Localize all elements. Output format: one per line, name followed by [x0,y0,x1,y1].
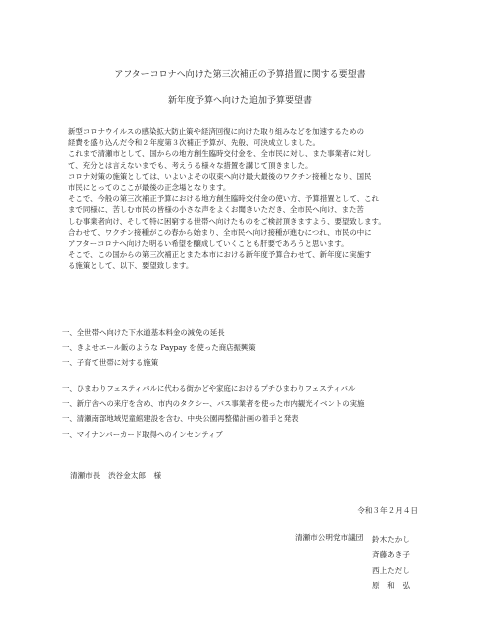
list-item: 一、子育て世帯に対する施策 [62,358,159,368]
body-line: コロナ対策の施策としては、いよいよその収束へ向け最大最後のワクチン接種となり、国民 [68,171,372,181]
signer-list [372,532,410,593]
body-line: 経費を盛り込んだ令和２年度第３次補正予算が、先般、可決成立しました。 [68,138,320,148]
body-line: これまで清瀬市として、国からの地方創生臨時交付金を、全市民に対し、また事業者に対し [68,149,372,159]
request-list-2 [62,381,422,442]
sender-organization: 清瀬市公明党市議団 [295,533,364,542]
body-line: る施策として、以下、要望致します。 [68,261,194,271]
document-date: 令和３年２月４日 [357,506,418,515]
body-line: 新型コロナウイルスの感染拡大防止策や経済回復に向けた取り組みなどを加速するための [68,127,364,136]
list-item: 一、全世帯へ向けた下水道基本料金の減免の延長 [62,328,225,337]
list-item: 一、清瀬南部地域児童館建設を含む、中央公園再整備計画の着手と発表 [62,414,299,424]
list-item: 一、きよせエール飯のような Paypay を使った商店振興策 [62,343,256,353]
request-list-1 [62,325,422,371]
document-title: アフターコロナへ向けた第三次補正の予算措置に関する要望書 [114,70,366,80]
body-line: 市民にとってのここが最後の正念場となります。 [68,182,231,192]
list-item: 一、マイナンバーカード取得へのインセンティブ [62,429,223,439]
signer-name: 鈴木たかし [372,535,410,544]
list-item: 一、新庁舎への来庁を含め、市内のタクシー、バス事業者を使った市内観光イベントの実施 [62,399,365,409]
list-item: 一、ひまわりフェスティバルに代わる街かどや家庭におけるプチひまわりフェスティバル [62,384,356,393]
body-line: そこで、この国からの第三次補正とまた本市における新年度予算合わせて、新年度に実施す [68,250,372,260]
signer-name: 西上ただし [372,565,410,575]
body-line: そこで、今般の第三次補正予算における地方創生臨時交付金の使い方、予算措置として、これ [68,194,379,204]
body-paragraph [68,126,418,271]
body-line: アフターコロナへ向けた明るい希望を醸成していくことも肝要であろうと思います。 [68,238,349,248]
signer-name: 斉藤あき子 [372,550,410,560]
addressee: 清瀬市長 渋谷金太郎 様 [70,471,162,480]
body-line: しむ事業者向け、そして特に困窮する世帯へ向けたものをご検討頂きますよう、要望致します。 [68,216,386,226]
body-line: て、充分とは言えないまでも、考えうる様々な措置を講じて頂きました。 [68,160,313,170]
body-line: 合わせて、ワクチン接種がこの春から始まり、全市民へ向け接種が進むにつれ、市民の中に [68,227,372,237]
signer-name: 原 和 弘 [372,580,410,590]
body-line: まで同様に、苦しむ市民の皆様の小さな声をよくお聞きいただき、全市民へ向け、また苦 [68,205,364,215]
document-subtitle: 新年度予算へ向けた追加予算要望書 [167,96,312,106]
